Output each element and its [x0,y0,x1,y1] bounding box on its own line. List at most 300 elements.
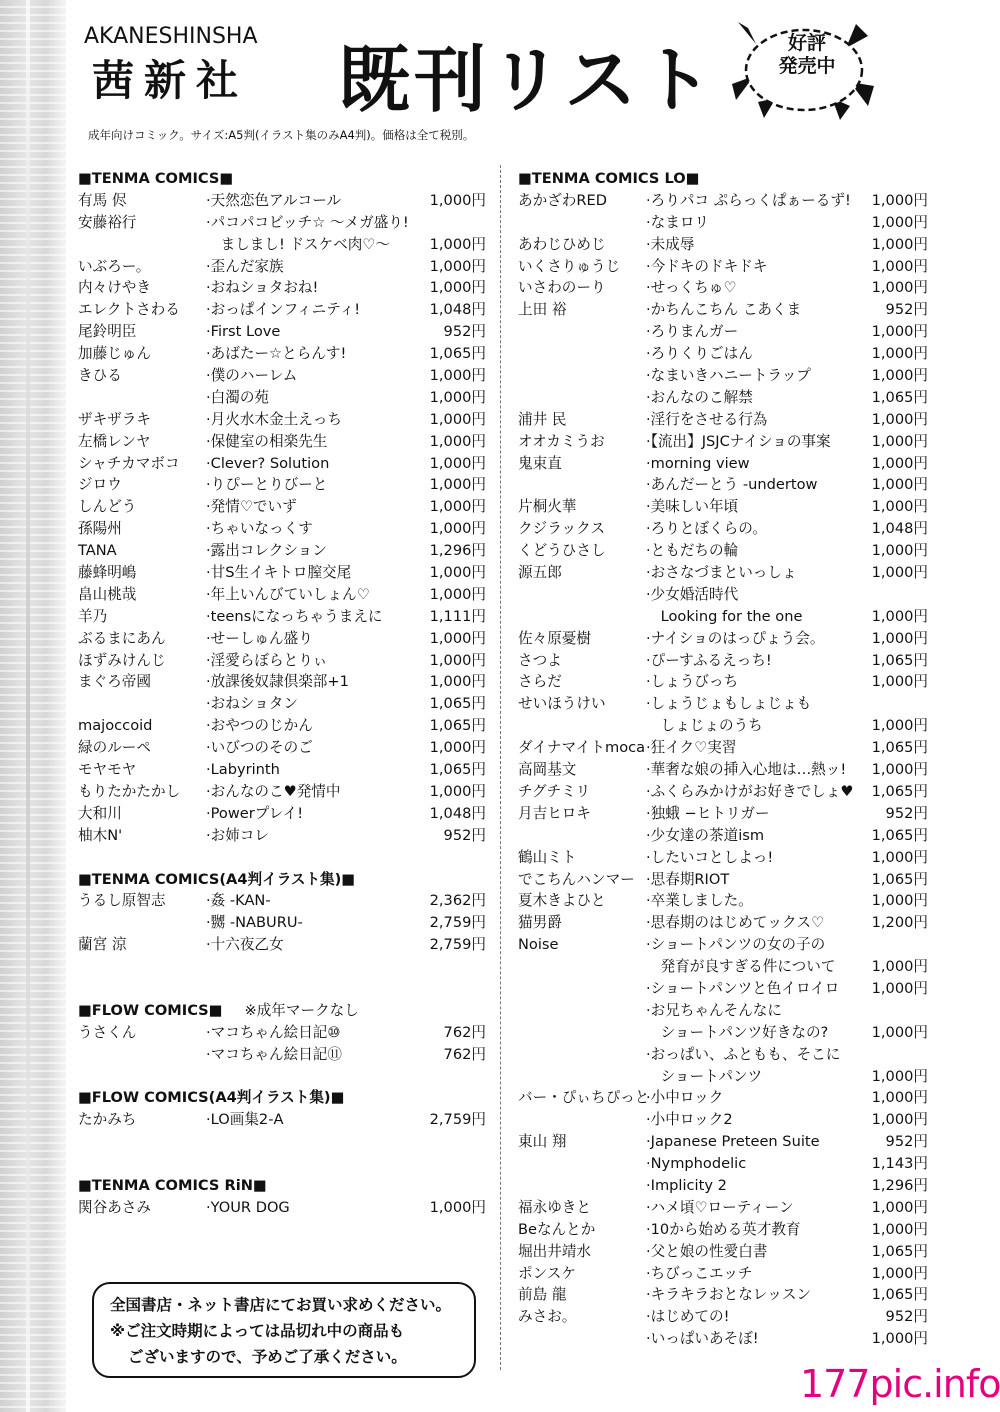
list-item-author: でこちんハンマー [518,870,635,888]
list-item-price: 1,000円 [871,454,928,472]
list-item-price: 952円 [885,301,928,319]
list-item-title: ましまし! ドスケベ肉♡～ [206,235,390,253]
list-item [78,277,486,299]
list-item [518,1284,928,1306]
list-item [78,671,486,693]
list-item-author: 孫陽州 [78,520,122,538]
notice-line-1: 全国書店・ネット書店にてお買い求めください。 [110,1296,452,1314]
list-item-price: 2,362円 [429,892,486,910]
list-item-price: 1,000円 [871,979,928,997]
list-item-title: ·Clever? Solution [206,454,330,472]
list-item-price: 1,296円 [871,1176,928,1194]
list-item-title: ·父と娘の性愛白書 [646,1242,768,1260]
list-item-title: ·お姉コレ [206,826,270,844]
list-item-price: 1,065円 [429,695,486,713]
list-item [78,321,486,343]
list-item-price: 1,000円 [429,673,486,691]
list-item-author: majoccoid [78,717,153,735]
list-item-title: ·今ドキのドキドキ [646,257,768,275]
list-item-price: 1,065円 [871,826,928,844]
list-item-price: 1,000円 [871,191,928,209]
list-item-price: 1,000円 [429,585,486,603]
list-item-price: 1,000円 [871,673,928,691]
list-item [518,934,928,956]
list-item-title: ·Nymphodelic [646,1155,747,1173]
list-item-price: 1,000円 [871,848,928,866]
list-item-title: ·ナイショのはっぴょう会。 [646,629,825,647]
list-item-title: ·ぴーすふるえっち! [646,651,772,669]
list-item [78,409,486,431]
list-item-price: 1,000円 [871,323,928,341]
spacer [78,847,486,869]
list-item-price: 1,000円 [429,432,486,450]
list-item-title: ·甘S生イキトロ膣交尾 [206,564,352,582]
list-item-price: 2,759円 [429,936,486,954]
list-item-author: うさくん [78,1023,137,1041]
list-item-title: ·りぴーとりびーと [206,476,328,494]
section-heading-text: ■TENMA COMICS RiN■ [78,1176,267,1194]
list-item-price: 1,048円 [871,520,928,538]
list-item-title: ·ハメ頃♡ローティーン [646,1198,794,1216]
list-item [518,256,928,278]
list-item-price: 1,000円 [429,388,486,406]
list-item-title: ·10から始める英才教育 [646,1220,801,1238]
list-item-author: ほずみけんじ [78,651,166,669]
notice-line-3: ございますので、予めご了承ください。 [128,1348,407,1366]
section-heading [78,1175,486,1197]
list-item-author: 月吉ヒロキ [518,804,591,822]
list-item-price: 952円 [885,1308,928,1326]
list-item-author: 上田 裕 [518,301,567,319]
list-item [518,890,928,912]
list-item [78,234,486,256]
list-item [78,256,486,278]
list-item-author: 柚木N' [78,826,123,844]
list-item-author: Beなんとか [518,1220,596,1238]
list-item-author: 源五郎 [518,564,562,582]
list-item [518,1197,928,1219]
list-item-title: ·teensになっちゃうまえに [206,607,383,625]
section-heading-text: ■TENMA COMICS■ [78,170,234,187]
list-item-price: 1,000円 [871,498,928,516]
list-item [518,1131,928,1153]
list-item-price: 1,000円 [429,454,486,472]
list-item-title: ·華奢な娘の挿入心地は…熱ッ! [646,761,847,779]
list-item-author: 片桐火華 [518,498,577,516]
list-item-price: 1,000円 [871,629,928,647]
list-item-title: ·しょうじょもしょじょも [646,695,812,713]
list-item-price: 1,065円 [871,1242,928,1260]
list-item [518,1153,928,1175]
list-item-price: 1,000円 [429,476,486,494]
list-item [518,496,928,518]
list-item-author: 蘭宮 涼 [78,936,127,954]
list-item-price: 1,000円 [871,892,928,910]
list-item-price: 1,000円 [429,498,486,516]
list-item-author: 畠山桃哉 [78,585,137,603]
list-item-price: 2,759円 [429,1111,486,1129]
list-item-price: 1,065円 [871,870,928,888]
list-item-price: 952円 [443,826,486,844]
list-item-price: 952円 [443,323,486,341]
list-item [78,190,486,212]
list-item-price: 1,000円 [429,257,486,275]
list-item-price: 1,111円 [429,607,486,625]
list-item [78,1022,486,1044]
list-item-author: まぐろ帝國 [78,673,151,691]
list-item [518,321,928,343]
list-item [518,671,928,693]
list-item-title: ·パコパコビッチ☆ ～メガ盛り! [206,213,409,231]
list-item [78,606,486,628]
list-item-author: TANA [78,542,117,560]
list-item-title: ·あばたー☆とらんす! [206,345,347,363]
list-item [78,825,486,847]
list-item-author: 藤蜂明嶋 [78,564,137,582]
list-item-title: ·First Love [206,323,281,341]
list-item-title: ·Implicity 2 [646,1176,727,1194]
list-item [518,234,928,256]
list-item-author: さらだ [518,673,562,691]
list-item-author: みさお。 [518,1308,577,1326]
list-item [78,496,486,518]
size-price-note: 成年向けコミック。サイズ:A5判(イラスト集のみA4判)。価格は全て税別。 [88,128,475,142]
list-item-author: あかざわRED [518,191,607,209]
list-item-price: 1,048円 [429,804,486,822]
list-item-title: ·姦 -KAN- [206,892,271,910]
list-item [518,453,928,475]
list-item [78,431,486,453]
list-item-title: ·したいコとしよっ! [646,848,774,866]
list-item-price: 952円 [885,1133,928,1151]
list-item [518,693,928,715]
list-item-author: さつよ [518,651,562,669]
list-item [518,825,928,847]
list-item-price: 1,000円 [871,1067,928,1085]
list-item-title: 発育が良すぎる件について [646,958,836,976]
list-item-author: 浦井 民 [518,410,567,428]
list-item-title: ·いっぱいあそぼ! [646,1330,759,1348]
spacer [78,1066,486,1088]
list-item [78,693,486,715]
list-item [518,803,928,825]
list-item-title: ショートパンツ好きなの? [646,1023,829,1041]
list-item-price: 1,065円 [429,717,486,735]
list-item-price: 1,143円 [871,1155,928,1173]
list-item-price: 1,000円 [871,1220,928,1238]
list-item-author: 猫男爵 [518,914,562,932]
list-item-price: 1,000円 [429,191,486,209]
list-item [78,365,486,387]
list-item-title: ·かちんこちん こあくま [646,301,802,319]
list-item [78,1109,486,1131]
list-item [518,606,928,628]
list-item-author: クジラックス [518,520,606,538]
list-item [78,890,486,912]
list-item [518,1087,928,1109]
list-item-title: Looking for the one [646,607,803,625]
list-item [518,1306,928,1328]
badge-line-1: 好評 [787,32,826,54]
list-item [78,803,486,825]
list-item-title: ·ちゃいなっくす [206,520,313,538]
list-item-author: 鶴山ミト [518,848,577,866]
list-item-title: ·マコちゃん絵日記⑩ [206,1023,341,1041]
list-item-price: 1,296円 [429,542,486,560]
list-item-title: ·保健室の相楽先生 [206,432,328,450]
section-heading [78,168,486,190]
list-item-price: 1,000円 [871,607,928,625]
list-item-price: 1,000円 [871,542,928,560]
list-item-price: 1,065円 [871,651,928,669]
list-item [518,1000,928,1022]
list-item-author: 関谷あさみ [78,1198,151,1216]
list-item-title: ·ろりくりごはん [646,345,753,363]
list-item [518,562,928,584]
list-item-price: 1,065円 [871,1286,928,1304]
section-remark: ※成年マークなし [244,1001,359,1019]
side-band-line [26,0,30,1412]
list-item-title: ·ショートパンツの女の子の [646,936,826,954]
list-item [518,409,928,431]
list-item-title: ·白濁の苑 [206,388,270,406]
list-item-author: 緑のルーペ [78,739,151,757]
list-item-price: 1,000円 [871,717,928,735]
list-item-title: ·卒業しました。 [646,892,753,910]
spacer [78,956,486,978]
list-item-price: 1,000円 [871,1264,928,1282]
list-item-author: くどうひさし [518,542,606,560]
list-item [518,847,928,869]
list-item [518,1109,928,1131]
list-item-author: たかみち [78,1111,137,1129]
list-item [518,518,928,540]
list-item-title: ·せっくちゅ♡ [646,279,737,297]
list-item [78,934,486,956]
list-item-title: ショートパンツ [646,1067,763,1085]
list-item [518,1175,928,1197]
spacer [78,978,486,1000]
list-item-price: 2,759円 [429,914,486,932]
list-item [78,715,486,737]
list-item-author: いさわのーり [518,279,606,297]
list-item [518,869,928,891]
list-item-price: 1,200円 [871,914,928,932]
list-item-author: エレクトさわる [78,301,180,319]
section-heading-text: ■TENMA COMICS LO■ [518,170,700,187]
list-item-price: 762円 [443,1045,486,1063]
list-item-title: ·せーしゅん盛り [206,629,313,647]
list-item [518,1328,928,1350]
list-item-title: ·歪んだ家族 [206,257,284,275]
list-item-author: 高岡基文 [518,761,577,779]
list-item [518,387,928,409]
list-item-title: ·Japanese Preteen Suite [646,1133,820,1151]
list-item-title: ·小中ロック [646,1089,724,1107]
list-item-author: 東山 翔 [518,1133,567,1151]
list-item-title: ·LO画集2-A [206,1111,284,1129]
list-item [78,212,486,234]
notice-line-2: ※ご注文時期によっては品切れ中の商品も [110,1322,405,1340]
list-item-title: ·十六夜乙女 [206,936,284,954]
list-item-title: ·ともだちの輪 [646,542,739,560]
list-item-author: いぶろー。 [78,257,151,275]
list-item-author: 福永ゆきと [518,1198,591,1216]
list-item-author: Noise [518,936,559,954]
list-item-price: 1,000円 [871,1330,928,1348]
list-item-title: ·少女達の茶道ism [646,826,765,844]
list-item-price: 1,000円 [429,564,486,582]
list-item-title: ·思春期のはじめてックス♡ [646,914,825,932]
list-item [518,1066,928,1088]
list-item-title: ·独蛾 −ヒトリガー [646,804,770,822]
list-item [78,387,486,409]
list-item-author: 堀出井靖水 [518,1242,591,1260]
list-item [518,1022,928,1044]
decorative-side-band [0,0,66,1412]
list-item-title: ·少女婚活時代 [646,585,739,603]
list-item-title: ·ショートパンツと色イロイロ [646,979,840,997]
list-item-title: ·なまロリ [646,213,710,231]
list-item [78,1197,486,1219]
list-item [518,190,928,212]
list-item-title: ·嬲 -NABURU- [206,914,303,932]
section-heading [518,168,928,190]
list-item-price: 1,065円 [871,739,928,757]
list-item-author: オオカミうお [518,432,605,450]
list-item [518,1241,928,1263]
list-item-title: ·キラキラおとなレッスン [646,1286,812,1304]
list-item-title: ·おさなづまといっしょ [646,564,797,582]
list-item [518,759,928,781]
list-item-title: ·なまいきハニートラップ [646,367,811,385]
right-column-list [518,168,928,1350]
section-heading [78,1000,486,1022]
page-title: 既刊リスト [338,38,717,122]
list-item-price: 1,000円 [429,279,486,297]
list-item-author: 有馬 侭 [78,191,127,209]
list-item-price: 1,000円 [429,782,486,800]
list-item-price: 1,000円 [429,739,486,757]
watermark-text: 177pic.info [800,1362,1000,1406]
list-item-title: ·狂イク♡実習 [646,739,737,757]
list-item-author: もりたかたかし [78,782,181,800]
list-item-title: ·おんなのこ解禁 [646,388,753,406]
publisher-name-jp: 茜新社 [92,56,249,105]
list-item [518,1044,928,1066]
list-item-title: ·マコちゃん絵日記⑪ [206,1045,342,1063]
list-item-title: ·おんなのこ♥発情中 [206,782,341,800]
list-item-author: せいほうけい [518,695,606,713]
list-item [518,431,928,453]
list-item-title: ·月火水木金土えっち [206,410,342,428]
list-item-title: ·【流出】JSJCナイショの事案 [646,432,831,450]
list-item [518,212,928,234]
list-item-price: 1,000円 [871,1111,928,1129]
list-item-price: 1,000円 [871,1023,928,1041]
list-item-author: バー・ぴぃちぴっと [518,1089,650,1107]
list-item-price: 1,000円 [871,235,928,253]
list-item-price: 1,065円 [429,345,486,363]
list-item-price: 1,000円 [871,564,928,582]
section-heading-text: ■TENMA COMICS(A4判イラスト集)■ [78,870,356,888]
list-item-author: あわじひめじ [518,235,606,253]
list-item-title: ·淫行をさせる行為 [646,410,768,428]
list-item-price: 1,000円 [429,520,486,538]
list-item-author: モヤモヤ [78,761,137,779]
list-item-author: 前島 龍 [518,1286,567,1304]
list-item-title: ·年上いんびていしょん♡ [206,585,370,603]
list-item [518,650,928,672]
list-item-title: ·ろりとぼくらの。 [646,520,767,538]
list-item-price: 1,000円 [871,432,928,450]
publisher-name-en: AKANESHINSHA [84,24,258,49]
list-item-price: 1,000円 [429,410,486,428]
list-item-title: ·おねショタン [206,695,298,713]
list-item [518,299,928,321]
spacer [78,1153,486,1175]
list-item-author: 左橋レンヤ [78,432,151,450]
list-item [518,781,928,803]
list-item-price: 1,000円 [871,213,928,231]
list-item-price: 952円 [885,804,928,822]
column-divider [500,165,501,1370]
list-item [518,474,928,496]
list-item [518,912,928,934]
list-item [78,343,486,365]
list-item-price: 1,000円 [429,367,486,385]
list-item-price: 1,000円 [871,761,928,779]
list-item-author: ザキザラキ [78,410,151,428]
list-item-price: 1,000円 [871,1089,928,1107]
list-item-title: ·美味しい年頃 [646,498,739,516]
section-heading [78,869,486,891]
list-item-title: ·思春期RIOT [646,870,730,888]
list-item-author: ジロウ [78,476,122,494]
list-item-price: 1,065円 [429,761,486,779]
list-item-author: ダイナマイトmoca [518,739,646,757]
list-item-title: ·あんだーとう -undertow [646,476,818,494]
list-item-price: 1,048円 [429,301,486,319]
list-item-price: 1,000円 [871,410,928,428]
list-item-author: 羊乃 [78,607,108,625]
list-item-title: ·ろりパコ ぷらっくぱぁーるず! [646,191,851,209]
list-item-price: 1,000円 [871,279,928,297]
list-item [78,474,486,496]
section-heading [78,1087,486,1109]
list-item-title: ·露出コレクション [206,542,327,560]
list-item [78,299,486,321]
list-item [518,365,928,387]
list-item-title: ·ふくらみかけがお好きでしょ♥ [646,782,854,800]
list-item-price: 1,065円 [871,782,928,800]
section-heading-text: ■FLOW COMICS■ [78,1001,223,1019]
list-item-price: 1,000円 [871,345,928,363]
list-item-title: しょじょのうち [646,717,763,735]
list-item [78,453,486,475]
list-item [518,715,928,737]
list-item-price: 1,065円 [871,388,928,406]
list-item-author: いくさりゅうじ [518,257,621,275]
section-heading-text: ■FLOW COMICS(A4判イラスト集)■ [78,1089,345,1107]
list-item-price: 1,000円 [429,651,486,669]
list-item-author: 内々けやき [78,279,151,297]
list-item-title: ·おねショタおね! [206,279,319,297]
list-item-title: ·morning view [646,454,750,472]
list-item [78,1044,486,1066]
list-item [78,912,486,934]
list-item-title: ·Labyrinth [206,761,280,779]
